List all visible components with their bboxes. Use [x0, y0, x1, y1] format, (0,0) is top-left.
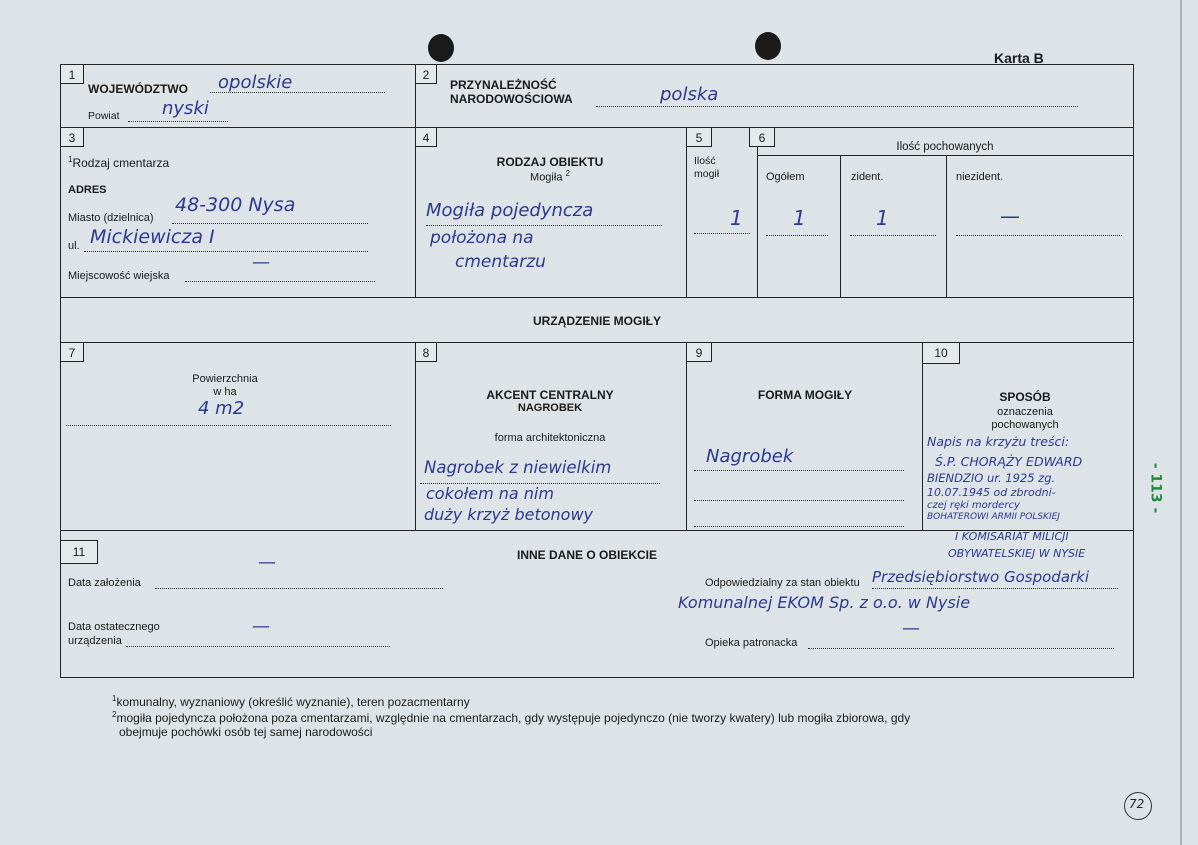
ogolem-label: Ogółem — [766, 171, 805, 183]
data-zalozenia-dots — [155, 588, 443, 589]
forma-mogily-dots-1 — [694, 470, 904, 471]
rodzaj-obiektu-line2: położona na — [430, 228, 534, 248]
ulica-label: ul. — [68, 240, 80, 252]
akcent-centralny-title: AKCENT CENTRALNY — [486, 388, 614, 402]
punch-hole-left — [428, 34, 454, 62]
sposob-line5: czej ręki mordercy — [927, 500, 1020, 511]
sposob-sub2: pochowanych — [991, 419, 1059, 431]
punch-hole-right — [755, 32, 781, 60]
ilosc-mogil-value: 1 — [730, 206, 743, 230]
sposob-line6: BOHATEROWI ARMII POLSKIEJ — [927, 512, 1060, 522]
rodzaj-obiektu-line3: cmentarzu — [455, 252, 546, 272]
odpowiedzialny-line2: Komunalnej EKOM Sp. z o.o. w Nysie — [678, 593, 971, 612]
sposob-line4: 10.07.1945 od zbrodni- — [927, 486, 1056, 499]
data-zalozenia-label: Data założenia — [68, 577, 141, 589]
rodzaj-obiektu-dots — [426, 225, 662, 226]
data-ostatecznego-label-2: urządzenia — [68, 635, 122, 647]
odpowiedzialny-dots — [872, 588, 1118, 589]
przynaleznosc-label-1: PRZYNALEŻNOŚĆ — [450, 78, 557, 92]
zident-dots — [850, 235, 936, 236]
zident-label: zident. — [851, 171, 884, 183]
right-edge-mark — [1180, 0, 1182, 845]
ilosc-mogil-label-2: mogił — [694, 168, 720, 180]
col-divider-f — [922, 342, 923, 530]
powierzchnia-label-2: w ha — [213, 386, 237, 398]
rodzaj-obiektu-subtitle: Mogiła $^2$ — [530, 169, 570, 184]
niezident-dots — [956, 235, 1122, 236]
rodzaj-obiektu-title: RODZAJ OBIEKTU — [496, 155, 604, 169]
col-divider-a — [415, 64, 416, 297]
box-number-8: 8 — [415, 342, 437, 362]
rodzaj-cmentarza-label: $^1$Rodzaj cmentarza — [68, 155, 170, 170]
opieka-patronacka-value: — — [902, 618, 920, 639]
margin-note: - 113 - — [1147, 462, 1164, 514]
ulica-dots — [84, 251, 368, 252]
box-number-10: 10 — [922, 342, 960, 364]
row-divider-2 — [60, 297, 1134, 298]
forma-mogily-dots-2 — [694, 500, 904, 501]
col-divider-d — [415, 342, 416, 530]
powiat-value: nyski — [162, 98, 209, 119]
col-divider-c — [757, 127, 758, 297]
box-number-6: 6 — [749, 127, 775, 147]
sposob-sub1: oznaczenia — [997, 406, 1053, 418]
box-number-4: 4 — [415, 127, 437, 147]
ulica-value: Mickiewicza I — [90, 226, 215, 248]
sposob-line2: Ś.P. CHORĄŻY EDWARD — [935, 454, 1083, 469]
col-divider-b — [686, 127, 687, 297]
footnote-2-cont: obejmuje pochówki osób tej samej narodowości — [119, 725, 373, 739]
forma-mogily-dots-3 — [694, 526, 904, 527]
sposob-title: SPOSÓB — [999, 390, 1051, 404]
ilosc-mogil-dots — [694, 233, 750, 234]
ogolem-value: 1 — [793, 206, 806, 230]
footnote-1: $^1$komunalny, wyznaniowy (określić wyznanie), teren pozacmentarny — [112, 694, 470, 709]
akcent-line1: Nagrobek z niewielkim — [424, 458, 612, 477]
powierzchnia-label-1: Powierzchnia — [192, 373, 258, 385]
footnote-2: $^2$mogiła pojedyncza położona poza cmentarzami, względnie na cmentarzach, gdy występuje pojedynczo (nie tworzy kwatery) lub mogiła zbiorowa, gdy — [112, 710, 911, 725]
ilosc-pochowanych-header: Ilość pochowanych — [896, 141, 994, 153]
box-number-1: 1 — [60, 64, 84, 84]
sposob-line1: Napis na krzyżu treści: — [927, 434, 1070, 449]
miasto-value: 48-300 Nysa — [175, 194, 296, 216]
inne-dane-title: INNE DANE O OBIEKCIE — [517, 548, 658, 562]
col-divider-e — [686, 342, 687, 530]
powierzchnia-dots — [66, 425, 391, 426]
miasto-dots — [172, 223, 368, 224]
przynaleznosc-label-2: NARODOWOŚCIOWA — [450, 92, 573, 106]
row-divider-3 — [60, 342, 1134, 343]
sposob-line3: BIENDZIO ur. 1925 zg. — [927, 471, 1056, 485]
niezident-label: niezident. — [956, 171, 1004, 183]
col6-divider-2 — [946, 155, 947, 297]
forma-architektoniczna-label: forma architektoniczna — [494, 432, 606, 444]
rodzaj-obiektu-line1: Mogiła pojedyncza — [426, 200, 594, 221]
wojewodztwo-label: WOJEWÓDZTWO — [88, 82, 188, 96]
col6-divider-1 — [840, 155, 841, 297]
opieka-patronacka-label: Opieka patronacka — [705, 637, 798, 649]
box-number-2: 2 — [415, 64, 437, 84]
adres-label: ADRES — [68, 184, 107, 196]
data-ostatecznego-label-1: Data ostatecznego — [68, 621, 160, 633]
odpowiedzialny-label: Odpowiedzialny za stan obiektu — [705, 577, 860, 589]
powierzchnia-value: 4 m2 — [198, 398, 245, 419]
przynaleznosc-dots — [596, 106, 1078, 107]
powiat-dots — [128, 121, 228, 122]
akcent-line2: cokołem na nim — [426, 484, 554, 503]
powiat-label: Powiat — [88, 110, 120, 122]
nagrobek-title: NAGROBEK — [517, 402, 583, 414]
forma-mogily-value: Nagrobek — [706, 446, 794, 467]
ogolem-dots — [766, 235, 828, 236]
miejscowosc-value: — — [252, 252, 270, 273]
miejscowosc-label: Miejscowość wiejska — [68, 270, 170, 282]
niezident-value: — — [1000, 204, 1020, 228]
data-ostatecznego-dots — [126, 646, 390, 647]
data-ostatecznego-value: — — [252, 616, 270, 637]
opieka-patronacka-dots — [808, 648, 1114, 649]
miejscowosc-dots — [185, 281, 375, 282]
page-number: 72 — [1129, 797, 1145, 811]
przynaleznosc-value: polska — [660, 84, 719, 105]
card-label: Karta B — [994, 50, 1044, 66]
akcent-line3: duży krzyż betonowy — [424, 505, 593, 524]
row-divider-1 — [60, 127, 1134, 128]
odpowiedzialny-line1: Przedsiębiorstwo Gospodarki — [872, 568, 1090, 586]
box-number-3: 3 — [60, 127, 84, 147]
sposob-line8: OBYWATELSKIEJ W NYSIE — [948, 547, 1086, 560]
zident-value: 1 — [876, 206, 889, 230]
sposob-line7: I KOMISARIAT MILICJI — [955, 530, 1069, 543]
data-zalozenia-value: — — [258, 552, 276, 573]
box-number-5: 5 — [686, 127, 712, 147]
box-number-7: 7 — [60, 342, 84, 362]
forma-mogily-title: FORMA MOGIŁY — [757, 388, 853, 402]
box-number-11: 11 — [60, 540, 98, 564]
ilosc-mogil-label-1: Ilość — [694, 155, 716, 167]
miasto-label: Miasto (dzielnica) — [68, 212, 154, 224]
box-number-9: 9 — [686, 342, 712, 362]
wojewodztwo-value: opolskie — [218, 72, 293, 93]
urzadzenie-mogily-title: URZĄDZENIE MOGIŁY — [533, 314, 661, 328]
